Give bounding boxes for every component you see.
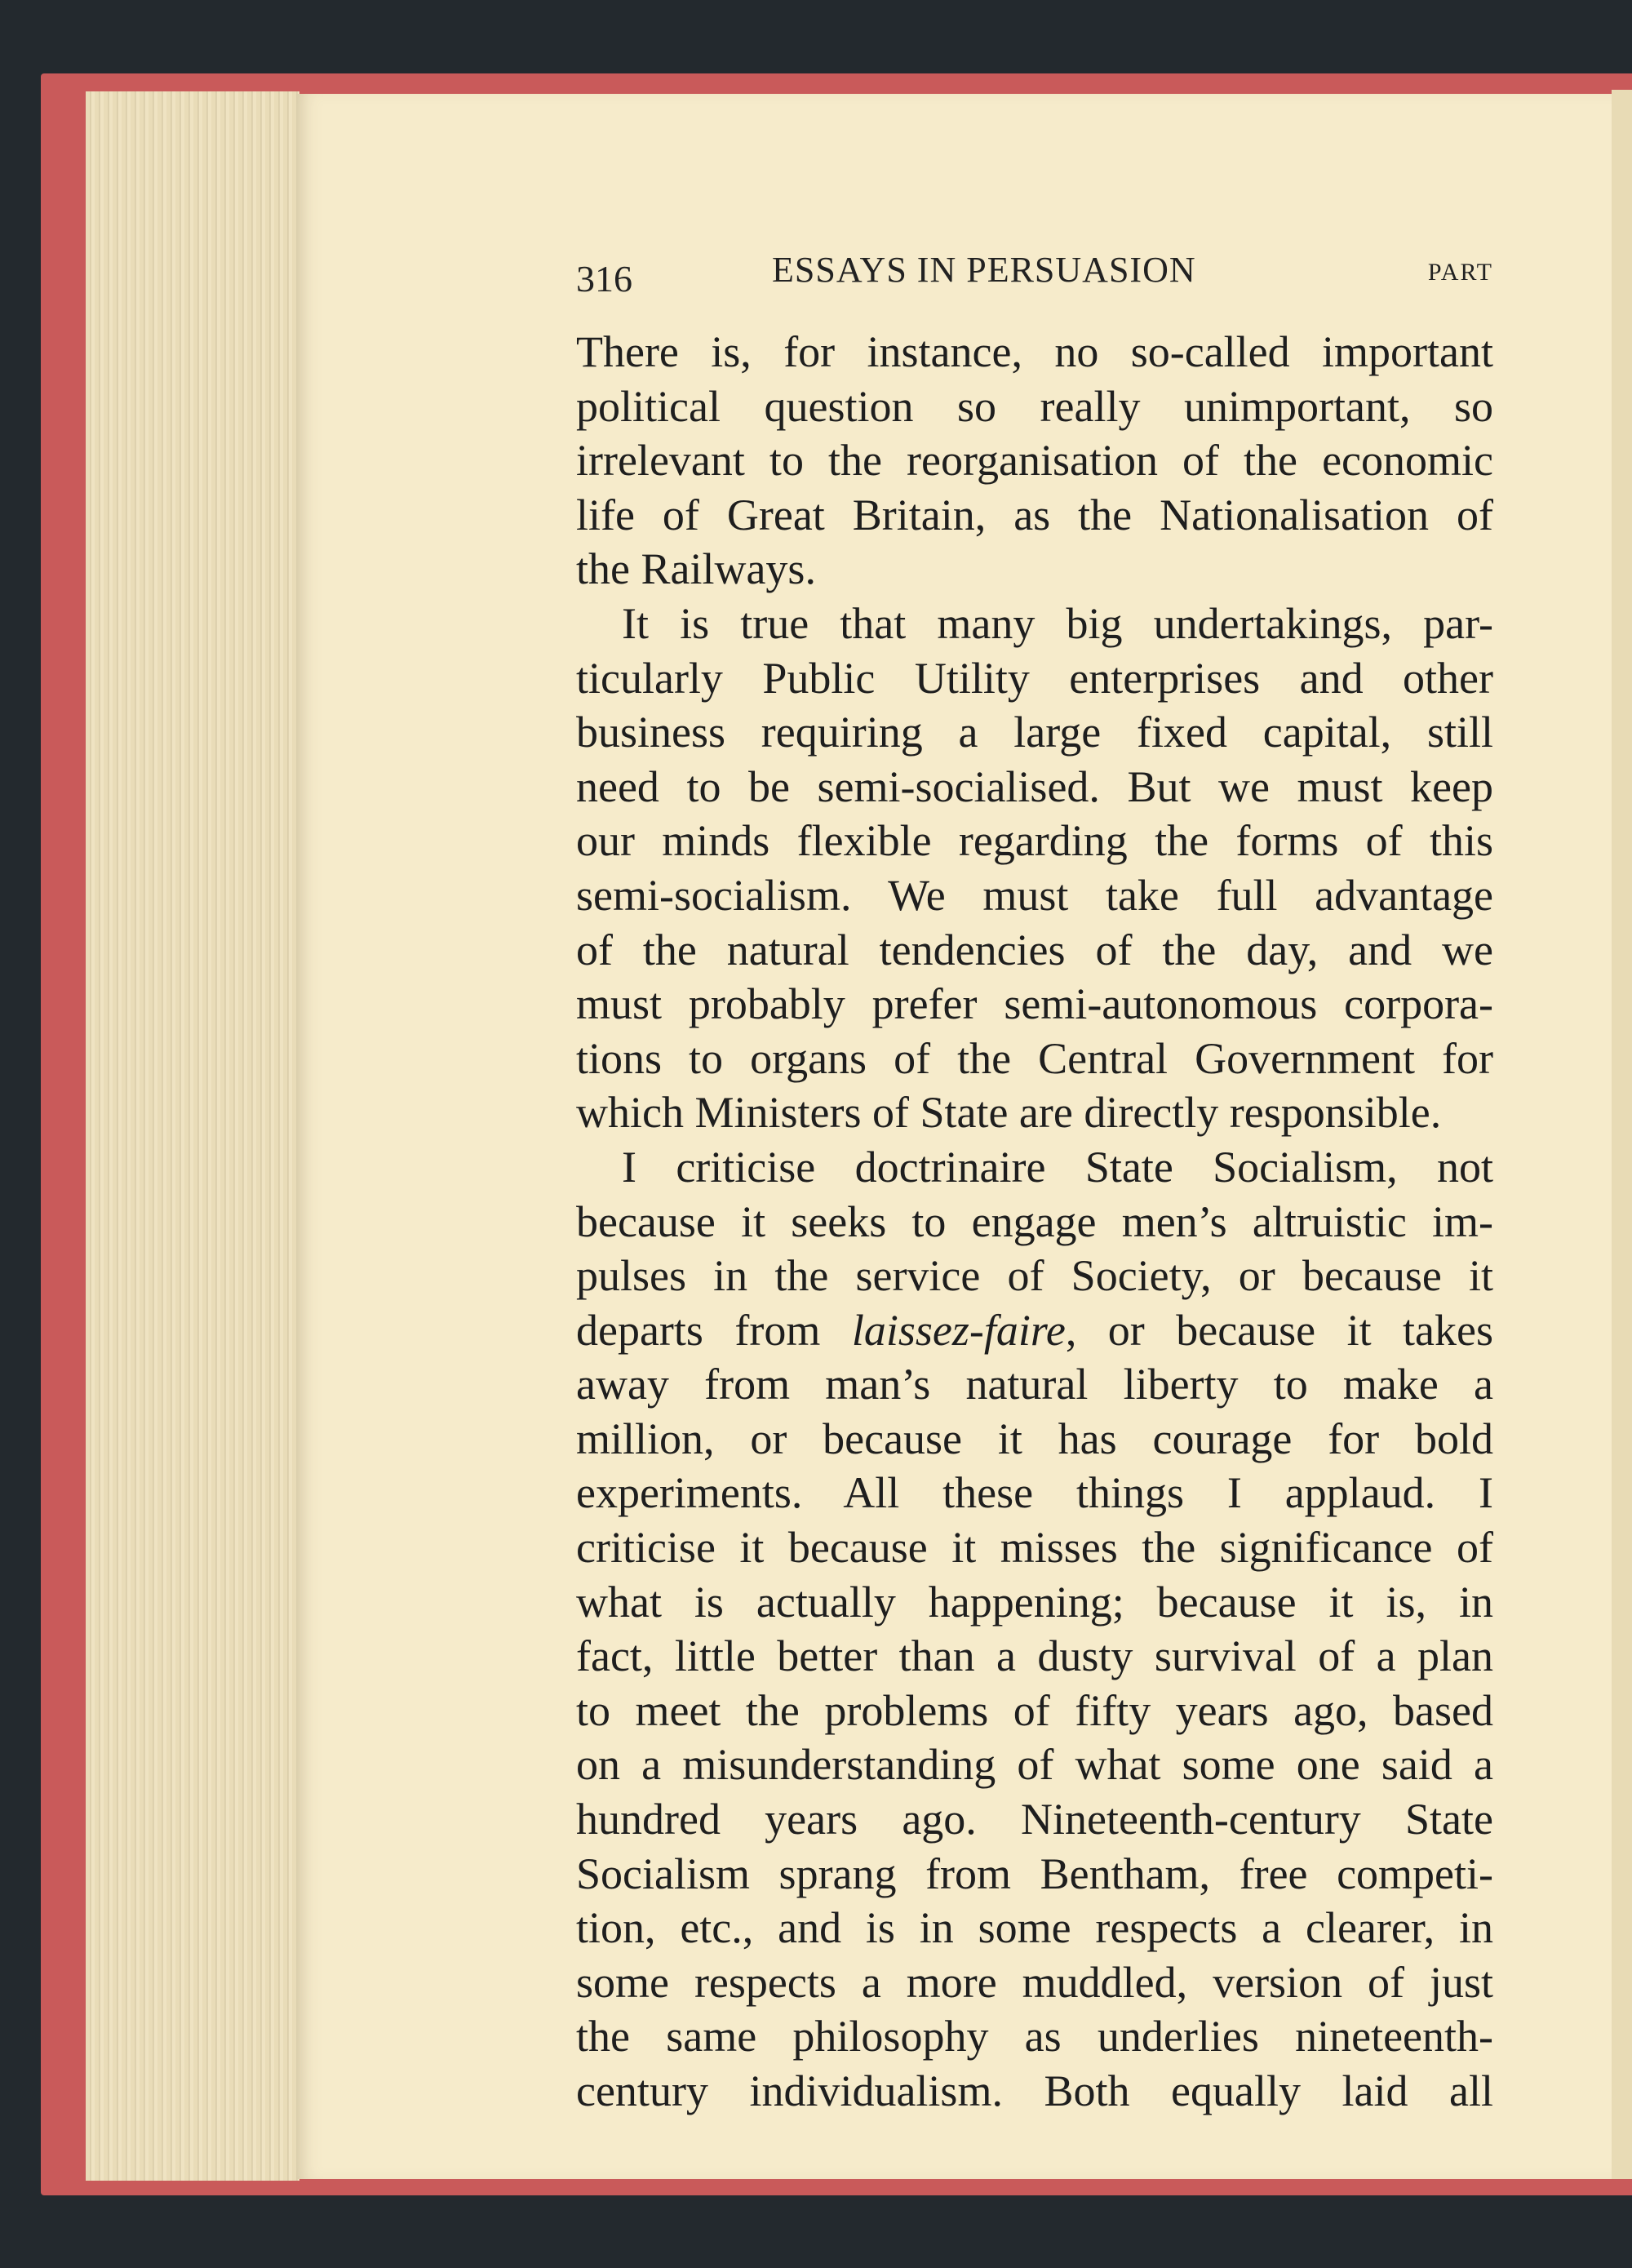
text-line: to meet the problems of fifty years ago, based — [576, 1685, 1493, 1735]
page-edges — [86, 91, 299, 2181]
facing-page-edge — [1612, 90, 1632, 2179]
text-line: business requiring a large fixed capital, still — [576, 708, 1493, 757]
text-line: pulses in the service of Society, or because it — [576, 1251, 1493, 1301]
text-line: million, or because it has courage for bold — [576, 1414, 1493, 1463]
text-line: criticise it because it misses the significance of — [576, 1523, 1493, 1573]
text-line: away from man’s natural liberty to make a — [576, 1360, 1493, 1409]
text-line: There is, for instance, no so-called important — [576, 327, 1493, 376]
text-line: of the natural tendencies of the day, and we — [576, 925, 1493, 974]
text-line: must probably prefer semi-autonomous corpora- — [576, 979, 1493, 1029]
text-line: irrelevant to the reorganisation of the economic — [576, 436, 1493, 486]
text-line: need to be semi-socialised. But we must keep — [576, 761, 1493, 811]
text-line: what is actually happening; because it is, in — [576, 1577, 1493, 1627]
running-header — [576, 249, 1493, 298]
page-number: 316 — [576, 258, 632, 300]
text-line: tions to organs of the Central Government for — [576, 1033, 1493, 1083]
text-line: fact, little better than a dusty survival of a plan — [576, 1631, 1493, 1681]
text-line: life of Great Britain, as the Nationalisation of — [576, 490, 1493, 539]
part-label: PART — [1427, 259, 1493, 286]
text-line: political question so really unimportant, so — [576, 381, 1493, 431]
text-line: because it seeks to engage men’s altruistic im- — [576, 1196, 1493, 1246]
text-line: the Railways. — [576, 544, 816, 594]
text-line: Socialism sprang from Bentham, free competi- — [576, 1849, 1493, 1898]
text-line: semi-socialism. We must take full advantage — [576, 870, 1493, 920]
text-line: experiments. All these things I applaud. I — [576, 1468, 1493, 1518]
text-line: our minds flexible regarding the forms of this — [576, 816, 1493, 866]
text-line: on a misunderstanding of what some one said a — [576, 1740, 1493, 1790]
running-title: ESSAYS IN PERSUASION — [772, 250, 1196, 290]
text-line: century individualism. Both equally laid all — [576, 2066, 1493, 2115]
body-text — [576, 325, 1493, 2119]
text-line: the same philosophy as underlies nineteenth- — [576, 2012, 1493, 2062]
text-line: ticularly Public Utility enterprises and other — [576, 653, 1493, 703]
text-line: which Ministers of State are directly responsible. — [576, 1088, 1442, 1138]
text-line: I criticise doctrinaire State Socialism, not — [622, 1142, 1493, 1192]
text-line: some respects a more muddled, version of just — [576, 1957, 1493, 2007]
text-line: hundred years ago. Nineteenth-century State — [576, 1795, 1493, 1844]
text-line: departs from laissez-faire, or because it takes — [576, 1305, 1494, 1355]
text-line: tion, etc., and is in some respects a clearer, in — [576, 1903, 1493, 1953]
text-line: It is true that many big undertakings, par- — [622, 598, 1493, 648]
